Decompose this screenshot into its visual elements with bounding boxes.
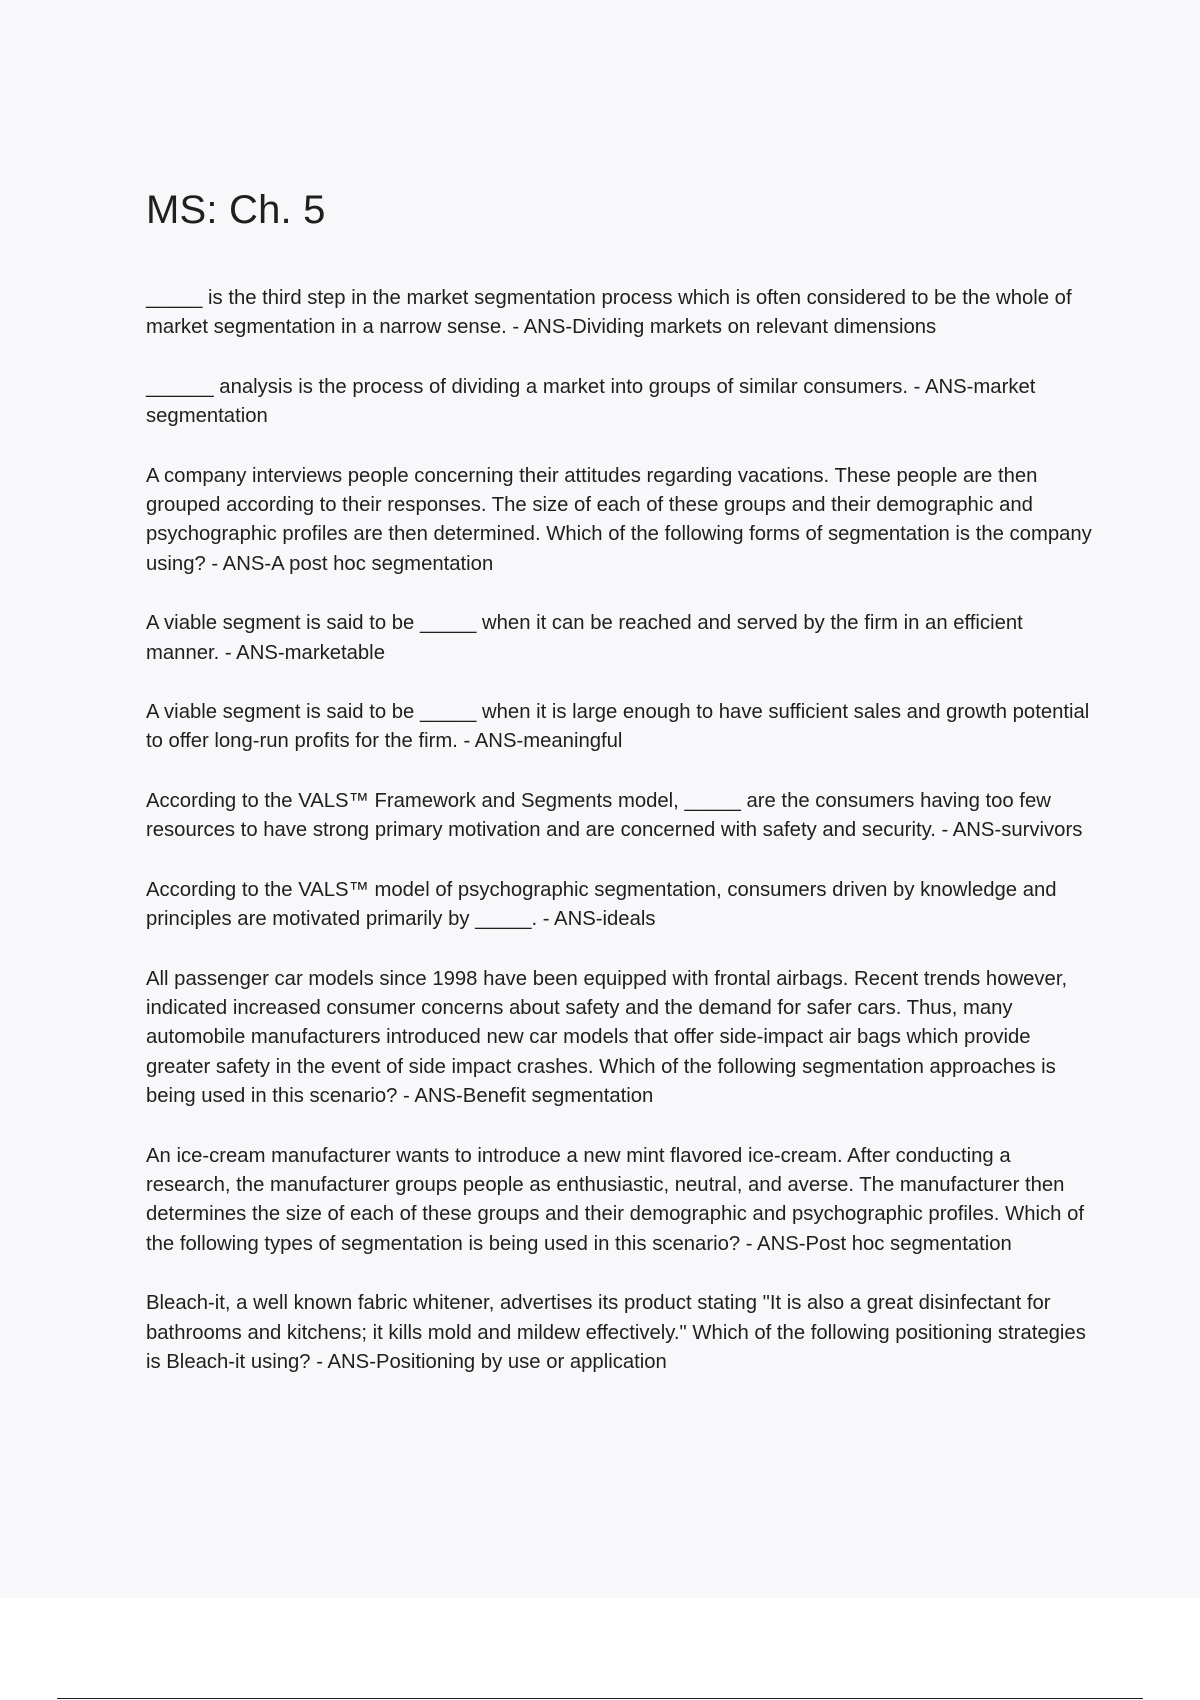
qa-item: Bleach-it, a well known fabric whitener, advertises its product stating "It is also a great disinfectant for bathrooms and kitchens; it kills mold and mildew effectively." Which of the following positioning strategies is Bleach-it using? - ANS-Positioning by use or application	[146, 1292, 1086, 1373]
page-title: MS: Ch. 5	[146, 188, 326, 232]
qa-item: A viable segment is said to be _____ when it can be reached and served by the firm in an efficient manner. - ANS-marketable	[146, 612, 1023, 664]
qa-item: According to the VALS™ model of psychographic segmentation, consumers driven by knowledge and principles are motivated primarily by _____. - ANS-ideals	[146, 878, 1057, 931]
qa-item: According to the VALS™ Framework and Segments model, _____ are the consumers having too few resources to have strong primary motivation and are concerned with safety and security. - ANS-survivors	[146, 789, 1083, 842]
qa-item: An ice-cream manufacturer wants to introduce a new mint flavored ice-cream. After conducting a research, the manufacturer groups people as enthusiastic, neutral, and averse. The manufacturer then determines the size of each of these groups and their demographic and psychographic profiles. Which of the following types of segmentation is being used in this scenario? - ANS-Post hoc segmentation	[146, 1144, 1084, 1255]
document-content	[146, 182, 1096, 1407]
qa-item: A viable segment is said to be _____ when it is large enough to have sufficient sales and growth potential to offer long-run profits for the firm. - ANS-meaningful	[146, 701, 1090, 753]
qa-item: A company interviews people concerning their attitudes regarding vacations. These people are then grouped according to their responses. The size of each of these groups and their demographic and psychographic profiles are then determined. Which of the following forms of segmentation is the company using? - ANS-A post hoc segmentation	[146, 464, 1092, 575]
qa-item: All passenger car models since 1998 have been equipped with frontal airbags. Recent trends however, indicated increased consumer concerns about safety and the demand for safer cars. Thus, many automobile manufacturers introduced new car models that offer side-impact air bags which provide greater safety in the event of side impact crashes. Which of the following segmentation approaches is being used in this scenario? - ANS-Benefit segmentation	[146, 967, 1068, 1108]
qa-item: _____ is the third step in the market segmentation process which is often considered to be the whole of market segmentation in a narrow sense. - ANS-Dividing markets on relevant dimensions	[146, 287, 1072, 339]
footer-divider	[57, 1698, 1143, 1699]
qa-item: ______ analysis is the process of dividing a market into groups of similar consumers. - ANS-market segmentation	[146, 375, 1036, 428]
